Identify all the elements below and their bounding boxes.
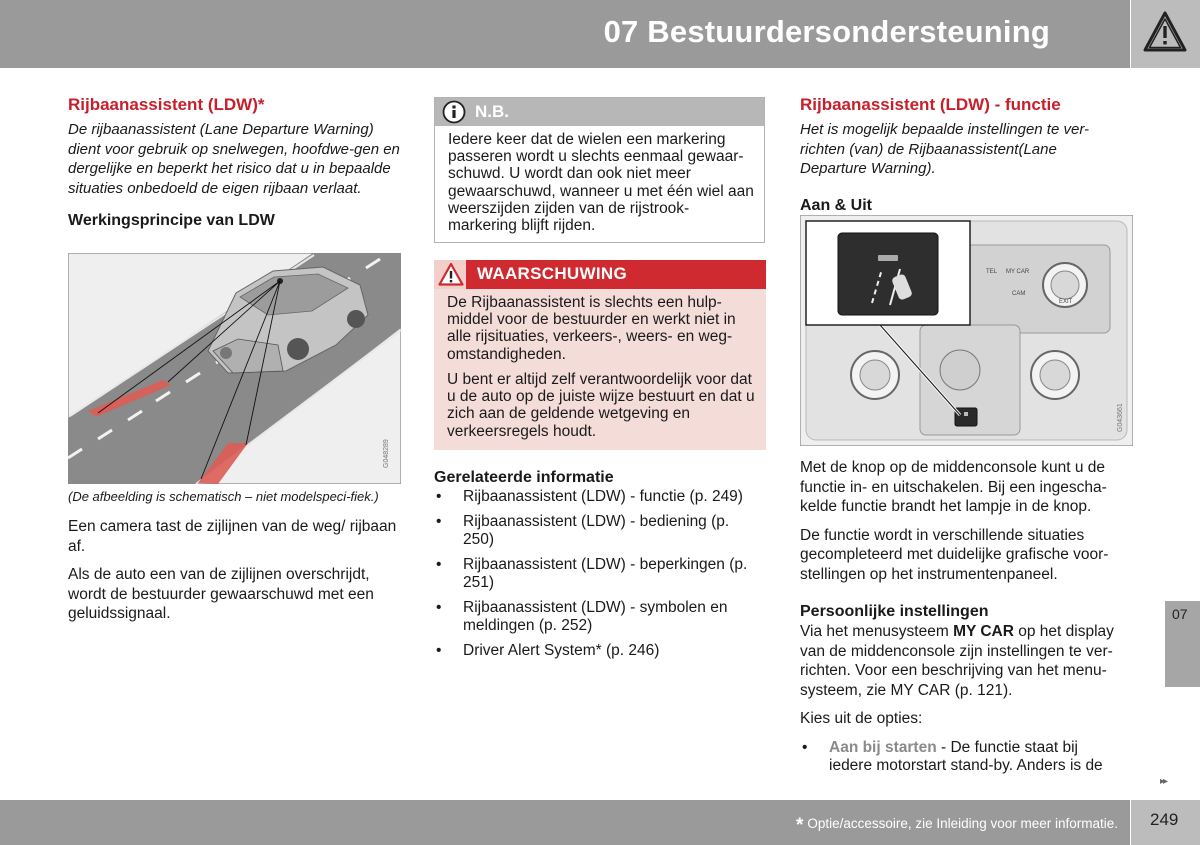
related-link-symbols[interactable]: • Rijbaanassistent (LDW) - symbolen en meldingen (p. 252) [434, 599, 753, 636]
paragraph-mycar: Via het menusysteem MY CAR op het display van de middenconsole zijn instellingen te ver-richten. Voor een beschrijving van het menu-systeem, zie MY CAR (p. 121). [800, 623, 1114, 699]
chapter-icon-box [1131, 0, 1200, 68]
option-on-at-start: • Aan bij starten - De functie staat bij iedere motorstart stand-by. Anders is de [800, 739, 1120, 776]
related-link-operation[interactable]: • Rijbaanassistent (LDW) - bediening (p. 250) [434, 513, 733, 550]
warning-text-1: De Rijbaanassistent is slechts een hulp-middel voor de bestuurder en werkt niet in alle rijsituaties, verkeers-, weers- en weg-omstandigheden. [447, 294, 736, 363]
related-link-limitations[interactable]: • Rijbaanassistent (LDW) - beperkingen (p. 251) [434, 556, 753, 593]
page-footer [0, 800, 1130, 845]
subheading-working-principle: Werkingsprincipe van LDW [68, 212, 275, 229]
chapter-tab-number: 07 [1172, 606, 1188, 622]
warning-header [434, 260, 766, 289]
ldw-function-intro: Het is mogelijk bepaalde instellingen te ver-richten (van) de Rijbaanassistent(Lane Departure Warning). [800, 121, 1090, 177]
info-icon [441, 100, 467, 124]
page-number: 249 [1150, 810, 1179, 829]
figure-code: G048289 [383, 439, 390, 468]
paragraph-options: Kies uit de opties: [800, 710, 923, 727]
related-info-title: Gerelateerde informatie [434, 469, 614, 486]
paragraph-crossing: Als de auto een van de zijlijnen overschrijdt, wordt de bestuurder gewaarschuwd met een geluidssignaal. [68, 566, 374, 622]
note-box [434, 97, 765, 243]
console-label-mycar: MY CAR [1006, 269, 1030, 275]
related-link-function[interactable]: • Rijbaanassistent (LDW) - functie (p. 249) [434, 488, 766, 507]
console-label-exit: EXIT [1059, 299, 1073, 305]
mycar-term: MY CAR [953, 623, 1014, 640]
warning-text-2: U bent er altijd zelf verantwoordelijk voor dat u de auto op de juiste wijze bestuurt en dat u zich aan de geldende wetgeving en verkeersregels houdt. [447, 371, 755, 440]
subheading-personal-settings: Persoonlijke instellingen [800, 603, 989, 620]
column-ldw-function [800, 94, 1133, 216]
chapter-header [0, 0, 1130, 68]
section-title-ldw: Rijbaanassistent (LDW)* [68, 95, 265, 114]
section-title-ldw-function: Rijbaanassistent (LDW) - functie [800, 95, 1061, 114]
option-label: Aan bij starten [829, 738, 937, 756]
column-ldw-function-body [800, 458, 1133, 776]
ldw-schematic-illustration [68, 253, 401, 484]
paragraph-button: Met de knop op de middenconsole kunt u de functie in- en uitschakelen. Bij een ingescha-kelde functie brandt het lampje in de knop. [800, 459, 1107, 515]
column-ldw-body [68, 489, 400, 624]
console-label-cam: CAM [1012, 291, 1026, 297]
subheading-on-off: Aan & Uit [800, 196, 872, 214]
warning-box [434, 260, 766, 450]
continue-arrows-icon: ▸▸ [1160, 776, 1167, 787]
figure-caption: (De afbeelding is schematisch – niet modelspeci-fiek.) [68, 489, 379, 504]
warning-triangle-icon [438, 262, 464, 287]
chapter-side-tab [1165, 601, 1200, 687]
footer-note [796, 815, 1118, 837]
paragraph-graphics: De functie wordt in verschillende situaties gecompleteerd met duidelijke grafische voor-stellingen op het instrumentenpaneel. [800, 526, 1109, 583]
warning-triangle-icon [1142, 10, 1188, 54]
ldw-intro-text: De rijbaanassistent (Lane Departure Warning) dient voor gebruik op snelwegen, hoofdwe-gen en dergelijke en beperkt het risico dat u in bepaalde situaties onbedoeld de eigen rijbaan verlaat. [68, 121, 400, 197]
note-header [435, 98, 764, 126]
chapter-title: 07 Bestuurdersondersteuning [603, 14, 1050, 49]
console-label-tel: TEL [986, 269, 998, 275]
page-number-box [1131, 800, 1200, 845]
related-link-driver-alert[interactable]: • Driver Alert System* (p. 246) [434, 642, 766, 661]
note-title: N.B. [475, 102, 509, 121]
center-console-illustration [800, 215, 1133, 446]
warning-title: WAARSCHUWING [477, 264, 627, 283]
related-info-list [434, 488, 766, 660]
footer-text: Optie/accessoire, zie Inleiding voor meer informatie. [807, 816, 1118, 831]
column-ldw-intro [68, 94, 400, 231]
note-text: Iedere keer dat de wielen een markering passeren wordt u slechts eenmaal gewaar-schuwd. U wordt dan ook niet meer gewaarschuwd, wanneer u met één wiel aan weerszijden zijden van de rijstrook-markering blijft rijden. [448, 131, 754, 235]
paragraph-camera: Een camera tast de zijlijnen van de weg/ rijbaan af. [68, 518, 397, 555]
footer-star: * [795, 815, 804, 836]
options-list [800, 739, 1120, 776]
figure-code: G043661 [1117, 403, 1124, 432]
